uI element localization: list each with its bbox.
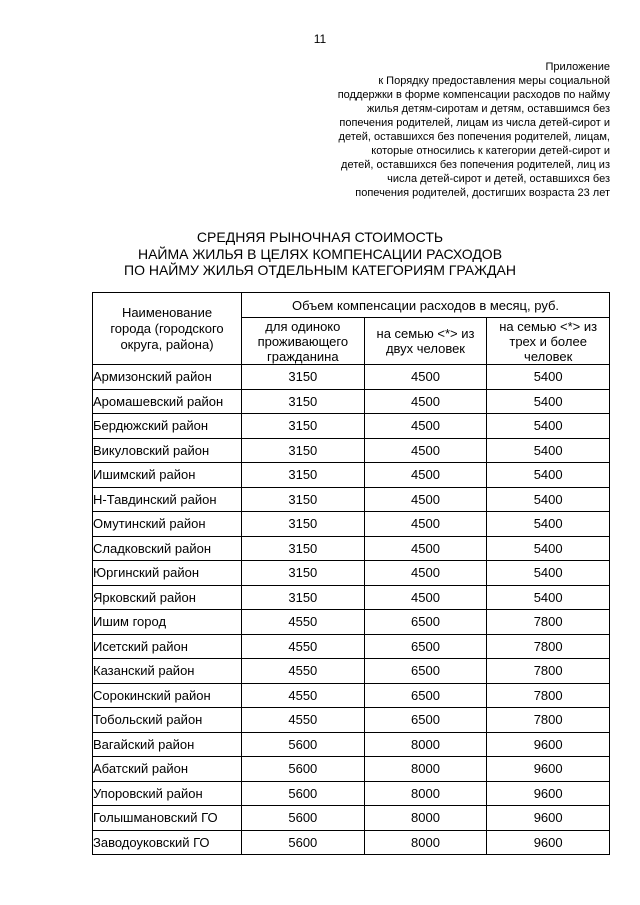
table-row [93,463,610,488]
three-plus-value: 7800 [487,683,610,708]
single-person-value: 3150 [242,585,365,610]
city-column-header [93,293,242,365]
table-row [93,487,610,512]
header-line: для одиноко [265,318,341,334]
table-row [93,708,610,733]
city-cell: Омутинский район [93,512,242,537]
table-row [93,806,610,831]
city-cell: Тобольский район [93,708,242,733]
title-line: НАЙМА ЖИЛЬЯ В ЦЕЛЯХ КОМПЕНСАЦИИ РАСХОДОВ [137,245,503,262]
two-person-value: 6500 [364,634,487,659]
single-person-value: 5600 [242,806,365,831]
three-plus-value: 5400 [487,389,610,414]
city-cell: Голышмановский ГО [93,806,242,831]
single-person-value: 3150 [242,561,365,586]
two-person-value: 4500 [364,536,487,561]
three-plus-value: 7800 [487,659,610,684]
table-row [93,683,610,708]
city-cell: Ишимский район [93,463,242,488]
three-plus-value: 7800 [487,634,610,659]
single-person-value: 4550 [242,659,365,684]
single-person-value: 5600 [242,732,365,757]
city-cell: Ишим город [93,610,242,635]
single-person-value: 4550 [242,610,365,635]
header-line: человек [524,348,573,364]
city-cell: Заводоуковский ГО [93,830,242,855]
table-row [93,781,610,806]
three-plus-value: 5400 [487,512,610,537]
two-person-value: 8000 [364,732,487,757]
appendix-line: числа детей-сирот и детей, оставшихся без [387,173,610,185]
three-plus-value: 5400 [487,414,610,439]
three-plus-value: 9600 [487,806,610,831]
single-person-value: 3150 [242,414,365,439]
three-plus-family-header [487,318,610,365]
three-plus-value: 9600 [487,830,610,855]
single-person-value: 5600 [242,781,365,806]
two-person-value: 8000 [364,806,487,831]
city-cell: Исетский район [93,634,242,659]
two-person-value: 6500 [364,708,487,733]
title-line: СРЕДНЯЯ РЫНОЧНАЯ СТОИМОСТЬ [196,229,444,245]
single-person-value: 3150 [242,512,365,537]
single-person-value: 3150 [242,487,365,512]
two-person-value: 4500 [364,487,487,512]
single-person-value: 3150 [242,438,365,463]
header-line: двух человек [385,341,465,356]
two-person-value: 6500 [364,659,487,684]
city-cell: Ярковский район [93,585,242,610]
table-row [93,438,610,463]
single-person-value: 5600 [242,830,365,855]
three-plus-value: 9600 [487,781,610,806]
appendix-line: попечения родителей, достигших возраста 23 лет [355,187,610,199]
two-person-value: 4500 [364,463,487,488]
table-row [93,536,610,561]
two-person-value: 4500 [364,512,487,537]
two-person-value: 8000 [364,757,487,782]
two-person-value: 4500 [364,414,487,439]
single-person-value: 3150 [242,365,365,390]
table-row [93,561,610,586]
table-row [93,414,610,439]
single-person-value: 3150 [242,536,365,561]
table-row [93,389,610,414]
single-person-value: 3150 [242,463,365,488]
table-body [93,365,610,855]
header-line: гражданина [267,348,339,364]
table-row [93,585,610,610]
appendix-note [270,60,610,200]
single-person-value: 4550 [242,708,365,733]
header-line: Наименование [121,304,213,320]
city-cell: Н-Тавдинский район [93,487,242,512]
city-cell: Викуловский район [93,438,242,463]
table-row [93,634,610,659]
three-plus-value: 5400 [487,585,610,610]
page-number: 11 [313,32,327,46]
city-cell: Бердюжский район [93,414,242,439]
three-plus-value: 5400 [487,487,610,512]
city-cell: Сорокинский район [93,683,242,708]
compensation-table [92,292,610,855]
appendix-line: поддержки в форме компенсации расходов по найму [337,89,610,101]
two-person-value: 4500 [364,585,487,610]
city-cell: Юргинский район [93,561,242,586]
three-plus-value: 9600 [487,732,610,757]
title-line: ПО НАЙМУ ЖИЛЬЯ ОТДЕЛЬНЫМ КАТЕГОРИЯМ ГРАЖДАН [124,262,516,278]
city-cell: Казанский район [93,659,242,684]
single-person-value: 5600 [242,757,365,782]
single-person-value: 4550 [242,634,365,659]
header-line: на семью <*> из [499,318,598,334]
appendix-line: детей, оставшихся без попечения родителей, лицам, [338,131,610,143]
three-plus-value: 5400 [487,365,610,390]
header-line: округа, района) [120,336,214,352]
header-line: на семью <*> из [376,326,475,341]
two-person-family-header [364,318,487,365]
two-person-value: 6500 [364,610,487,635]
two-person-value: 6500 [364,683,487,708]
table-row [93,830,610,855]
city-cell: Аромашевский район [93,389,242,414]
three-plus-value: 9600 [487,757,610,782]
city-cell: Вагайский район [93,732,242,757]
table-row [93,659,610,684]
document-title [0,229,640,279]
three-plus-value: 5400 [487,438,610,463]
appendix-line: детей, оставшихся без попечения родителей, лиц из [341,159,610,171]
two-person-value: 4500 [364,365,487,390]
header-line: города (городского [110,320,224,336]
single-person-header [242,318,365,365]
appendix-line: которые относились к категории детей-сирот и [371,145,610,157]
city-cell: Сладковский район [93,536,242,561]
table-row [93,610,610,635]
three-plus-value: 5400 [487,536,610,561]
city-cell: Упоровский район [93,781,242,806]
header-line: трех и более [509,333,587,349]
header-line: проживающего [257,333,349,349]
three-plus-value: 7800 [487,708,610,733]
appendix-line: Приложение [545,61,610,73]
three-plus-value: 7800 [487,610,610,635]
table-row [93,732,610,757]
two-person-value: 4500 [364,389,487,414]
city-cell: Абатский район [93,757,242,782]
table-row [93,365,610,390]
table-row [93,757,610,782]
table-row [93,512,610,537]
two-person-value: 8000 [364,781,487,806]
appendix-line: попечения родителей, лицам из числа детей-сирот и [339,117,610,129]
two-person-value: 4500 [364,438,487,463]
city-cell: Армизонский район [93,365,242,390]
two-person-value: 8000 [364,830,487,855]
three-plus-value: 5400 [487,463,610,488]
single-person-value: 4550 [242,683,365,708]
single-person-value: 3150 [242,389,365,414]
two-person-value: 4500 [364,561,487,586]
compensation-group-header: Объем компенсации расходов в месяц, руб. [242,293,610,318]
appendix-line: жилья детям-сиротам и детям, оставшимся без [366,103,610,115]
appendix-line: к Порядку предоставления меры социальной [378,75,610,87]
three-plus-value: 5400 [487,561,610,586]
